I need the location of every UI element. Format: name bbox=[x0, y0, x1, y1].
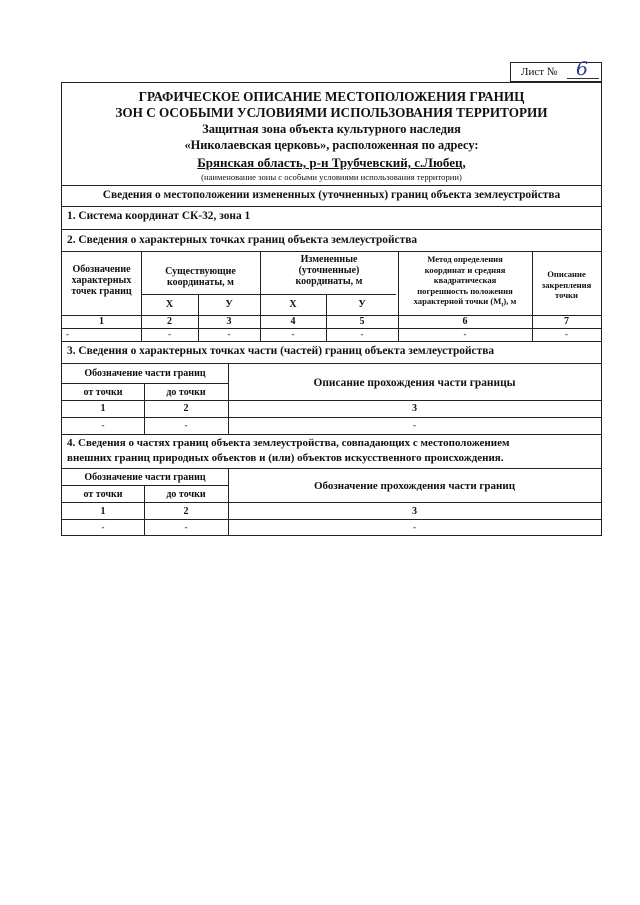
sheet-number-box bbox=[510, 58, 602, 82]
col-header-description: Описание закрепления точки bbox=[541, 269, 592, 300]
table-cell: - bbox=[168, 329, 171, 339]
table-cell: - bbox=[360, 329, 364, 339]
section-4-title-line-1: 4. Сведения о частях границ объекта землеустройства, совпадающих с местоположением bbox=[67, 437, 510, 449]
zone-caption: (наименование зоны с особыми условиями использования территории) bbox=[201, 172, 462, 182]
column-number: 2 bbox=[183, 506, 189, 517]
table-cell: - bbox=[291, 329, 295, 339]
column-number: 6 bbox=[462, 316, 468, 327]
column-number: 3 bbox=[226, 316, 232, 327]
col-header-y-existing: У bbox=[225, 299, 233, 310]
col-header-changed-coords: Измененные (уточненные) координаты, м bbox=[295, 254, 363, 287]
subtitle-line-1: Защитная зона объекта культурного наследия bbox=[202, 122, 461, 136]
col-header-method: Метод определения координат и средняя квадратическая погрешность положения характерной точки $(M_t)$, м bbox=[413, 254, 517, 309]
title-line-1: ГРАФИЧЕСКОЕ ОПИСАНИЕ МЕСТОПОЛОЖЕНИЯ ГРАНИЦ bbox=[138, 89, 525, 104]
column-number: 5 bbox=[359, 316, 365, 327]
col-header-part-passage: Обозначение прохождения части границ bbox=[313, 480, 516, 492]
divider bbox=[62, 363, 601, 364]
column-number: 7 bbox=[564, 316, 569, 327]
col-header-designation: Обозначение характерных точек границ bbox=[71, 264, 132, 297]
sheet-label: Лист № bbox=[521, 66, 558, 78]
table-cell: - bbox=[101, 420, 105, 430]
table-cell: - bbox=[184, 522, 188, 532]
table-cell: - bbox=[413, 420, 416, 430]
divider bbox=[62, 251, 601, 252]
section-1-title: 1. Система координат СК-32, зона 1 bbox=[67, 210, 251, 222]
sheet-number-underline bbox=[567, 78, 599, 79]
section-info-title: Сведения о местоположении измененных (уточненных) границ объекта землеустройства bbox=[102, 189, 561, 201]
sheet-number: 6 bbox=[576, 58, 589, 80]
table-cell: - bbox=[463, 329, 467, 339]
col-header-part-designation: Обозначение части границ bbox=[84, 368, 206, 379]
column-number: 4 bbox=[290, 316, 296, 327]
col-header-part-designation: Обозначение части границ bbox=[84, 472, 206, 483]
col-header-x-changed: Х bbox=[289, 299, 297, 310]
divider bbox=[62, 468, 601, 469]
column-number: 1 bbox=[99, 316, 104, 327]
col-header-part-description: Описание прохождения части границы bbox=[313, 377, 516, 389]
col-header-y-changed: У bbox=[358, 299, 366, 310]
column-number: 2 bbox=[167, 316, 172, 327]
col-header-x-existing: Х bbox=[165, 299, 174, 310]
section-3-title: 3. Сведения о характерных точках части (частей) границ объекта землеустройства bbox=[67, 345, 495, 357]
table-cell: - bbox=[101, 522, 105, 532]
col-header-to-point: до точки bbox=[166, 489, 206, 500]
address: Брянская область, р-н Трубчевский, с.Любец, bbox=[197, 155, 466, 170]
col-header-from-point: от точки bbox=[83, 387, 123, 398]
col-header-existing-coords: Существующие координаты, м bbox=[165, 266, 236, 288]
divider bbox=[62, 206, 601, 207]
section-4-title-line-2: внешних границ природных объектов и (или) объектов искусственного происхождения. bbox=[67, 452, 504, 464]
column-number: 3 bbox=[412, 403, 417, 414]
title-line-2: ЗОН С ОСОБЫМИ УСЛОВИЯМИ ИСПОЛЬЗОВАНИЯ ТЕРРИТОРИИ bbox=[115, 105, 548, 120]
column-number: 3 bbox=[412, 506, 417, 517]
section-2-title: 2. Сведения о характерных точках границ объекта землеустройства bbox=[67, 234, 418, 246]
subtitle-line-2: «Николаевская церковь», расположенная по адресу: bbox=[184, 138, 479, 152]
table-cell: - bbox=[184, 420, 188, 430]
column-number: 1 bbox=[100, 506, 106, 517]
col-header-from-point: от точки bbox=[83, 489, 123, 500]
column-number: 2 bbox=[183, 403, 189, 414]
table-cell: - bbox=[66, 329, 69, 339]
column-number: 1 bbox=[100, 403, 106, 414]
divider bbox=[62, 229, 601, 230]
col-header-to-point: до точки bbox=[166, 387, 206, 398]
divider bbox=[62, 185, 601, 186]
table-cell: - bbox=[565, 329, 568, 339]
table-cell: - bbox=[413, 522, 416, 532]
main-form-table bbox=[61, 82, 602, 536]
table-cell: - bbox=[227, 329, 231, 339]
